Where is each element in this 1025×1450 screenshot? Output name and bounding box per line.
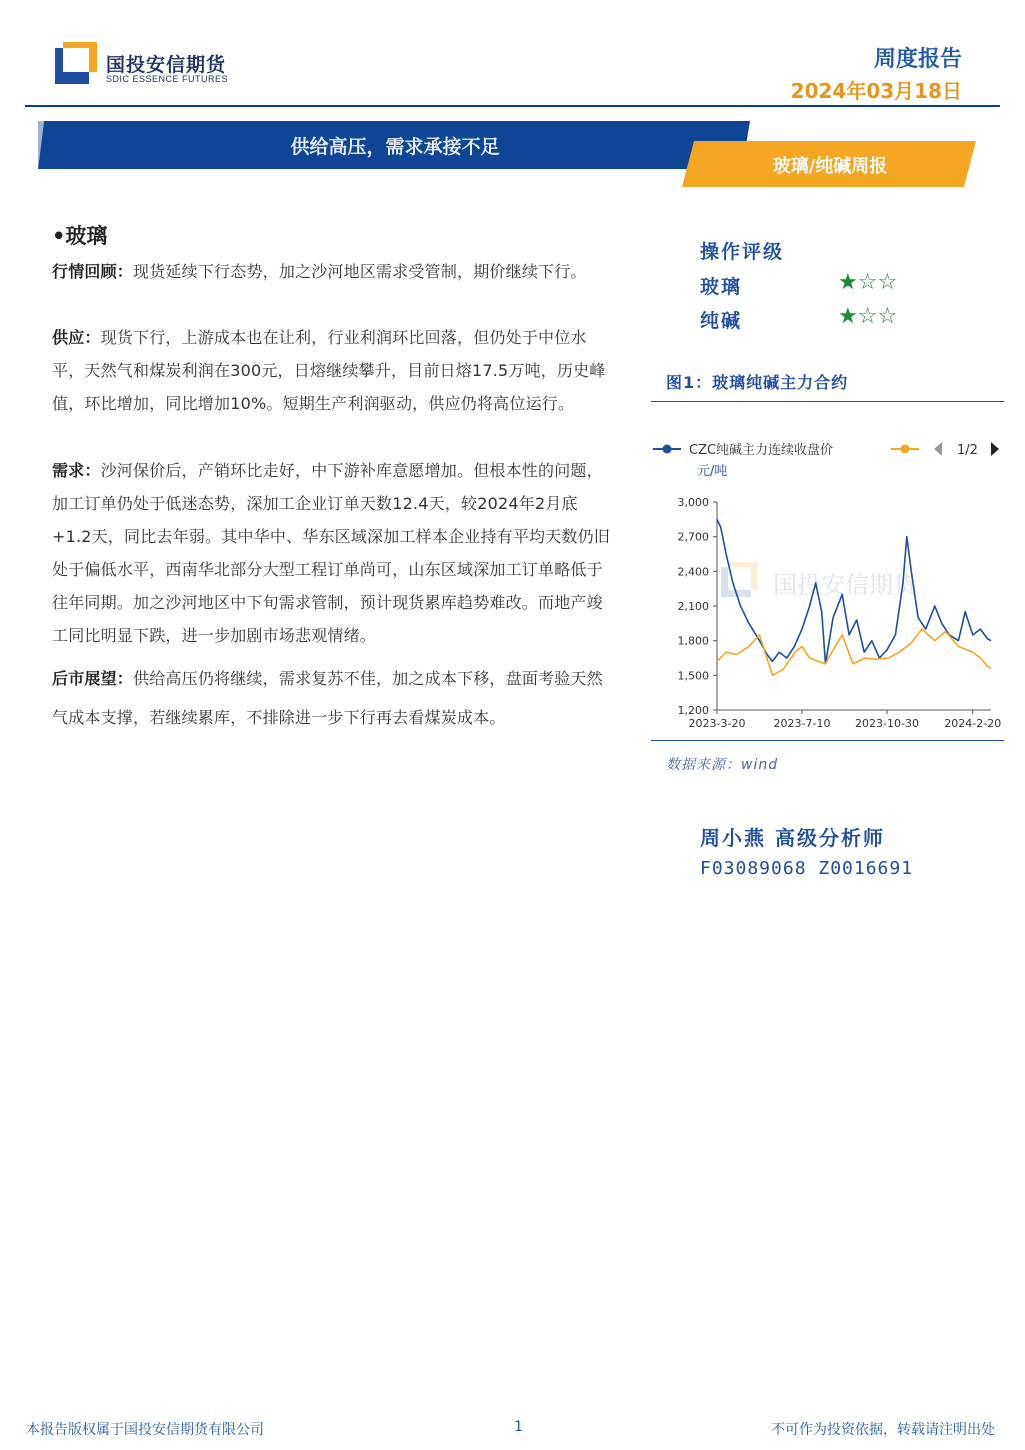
rating-label-soda-ash: 纯碱 bbox=[700, 310, 743, 332]
x-tick-label: 2023-3-20 bbox=[688, 717, 746, 730]
rating-stars-soda-ash: ★☆☆ bbox=[838, 304, 898, 329]
report-title: 供给高压，需求承接不足 bbox=[290, 136, 500, 158]
report-date: 2024年03月18日 bbox=[790, 79, 962, 103]
x-tick-label: 2023-10-30 bbox=[855, 717, 919, 730]
data-source: 数据来源：wind bbox=[666, 757, 779, 773]
paragraph-label: 后市展望： bbox=[52, 669, 134, 688]
analyst-name: 周小燕 高级分析师 bbox=[700, 826, 885, 850]
legend-label-soda-ash: CZC纯碱主力连续收盘价 bbox=[689, 443, 834, 458]
y-tick-label: 2,700 bbox=[677, 530, 709, 544]
series-line-glass bbox=[717, 629, 991, 675]
legend-marker-soda-ash bbox=[663, 445, 672, 454]
company-name-en: SDIC ESSENCE FUTURES bbox=[106, 74, 229, 84]
legend-marker-glass bbox=[901, 445, 910, 454]
figure-bottom-rule bbox=[651, 740, 1004, 741]
analyst-license-ids: F03089068 Z0016691 bbox=[700, 858, 914, 879]
paragraph-label: 供应： bbox=[52, 328, 101, 347]
paragraph-label: 需求： bbox=[52, 461, 101, 480]
y-tick-label: 2,400 bbox=[677, 565, 709, 579]
legend-pager: 1/2 bbox=[957, 443, 978, 458]
footer-copyright: 本报告版权属于国投安信期货有限公司 bbox=[26, 1422, 264, 1438]
y-tick-label: 1,200 bbox=[677, 704, 709, 717]
watermark bbox=[721, 562, 919, 599]
rating-title: 操作评级 bbox=[700, 241, 785, 263]
legend-prev-icon[interactable] bbox=[934, 442, 942, 456]
y-axis-unit: 元/吨 bbox=[697, 464, 728, 479]
x-tick-label: 2024-2-20 bbox=[944, 717, 1002, 730]
section-heading: •玻璃 bbox=[52, 224, 108, 248]
watermark-text: 国投安信期货 bbox=[773, 571, 917, 599]
y-tick-label: 1,500 bbox=[677, 669, 709, 683]
paragraph-text: 沙河保价后，产销环比走好，中下游补库意愿增加。但根本性的问题，加工订单仍处于低迷态势，深加工企业订单天数12.4天，较2024年2月底+1.2天，同比去年弱。其中华中、华东区域深加工样本企业持有平均天数仍旧处于偏低水平，西南华北部分大型工程订单尚可，山东区域深加工订单略低于往年同期。加之沙河地区中下旬需求管制，预计现货累库趋势难改。而地产竣工同比明显下跌，进一步加剧市场悲观情绪。 bbox=[52, 461, 611, 645]
footer-page-number: 1 bbox=[514, 1419, 523, 1435]
y-tick-label: 2,100 bbox=[677, 600, 709, 613]
company-logo-icon bbox=[55, 42, 97, 84]
rating-stars-glass: ★☆☆ bbox=[838, 270, 898, 295]
paragraph-text: 现货延续下行态势，加之沙河地区需求受管制，期价继续下行。 bbox=[133, 262, 587, 281]
paragraph-demand bbox=[52, 454, 617, 652]
header-divider bbox=[25, 105, 1000, 107]
report-subtitle: 玻璃/纯碱周报 bbox=[772, 156, 888, 177]
figure-title: 图1：玻璃纯碱主力合约 bbox=[666, 373, 849, 392]
paragraph-market-review bbox=[52, 255, 617, 288]
paragraph-text: 现货下行，上游成本也在让利，行业利润环比回落，但仍处于中位水平，天然气和煤炭利润在300元，日熔继续攀升，目前日熔17.5万吨，历史峰值，环比增加，同比增加10%。短期生产利润驱动，供应仍将高位运行。 bbox=[52, 328, 606, 413]
rating-label-glass: 玻璃 bbox=[700, 276, 743, 298]
report-type: 周度报告 bbox=[873, 47, 962, 72]
paragraph-outlook bbox=[52, 659, 617, 737]
footer-disclaimer: 不可作为投资依据，转载请注明出处 bbox=[771, 1422, 995, 1438]
paragraph-label: 行情回顾： bbox=[52, 262, 134, 281]
y-tick-label: 3,000 bbox=[677, 496, 709, 509]
price-chart bbox=[651, 405, 1004, 740]
x-tick-label: 2023-7-10 bbox=[773, 717, 831, 730]
paragraph-supply bbox=[52, 321, 617, 420]
legend-next-icon[interactable] bbox=[991, 442, 999, 456]
paragraph-text: 供给高压仍将继续，需求复苏不佳，加之成本下移，盘面考验天然气成本支撑，若继续累库，不排除进一步下行再去看煤炭成本。 bbox=[52, 669, 603, 727]
figure-top-rule bbox=[651, 401, 1004, 402]
y-tick-label: 1,800 bbox=[677, 634, 709, 648]
company-name-cn: 国投安信期货 bbox=[106, 54, 227, 76]
